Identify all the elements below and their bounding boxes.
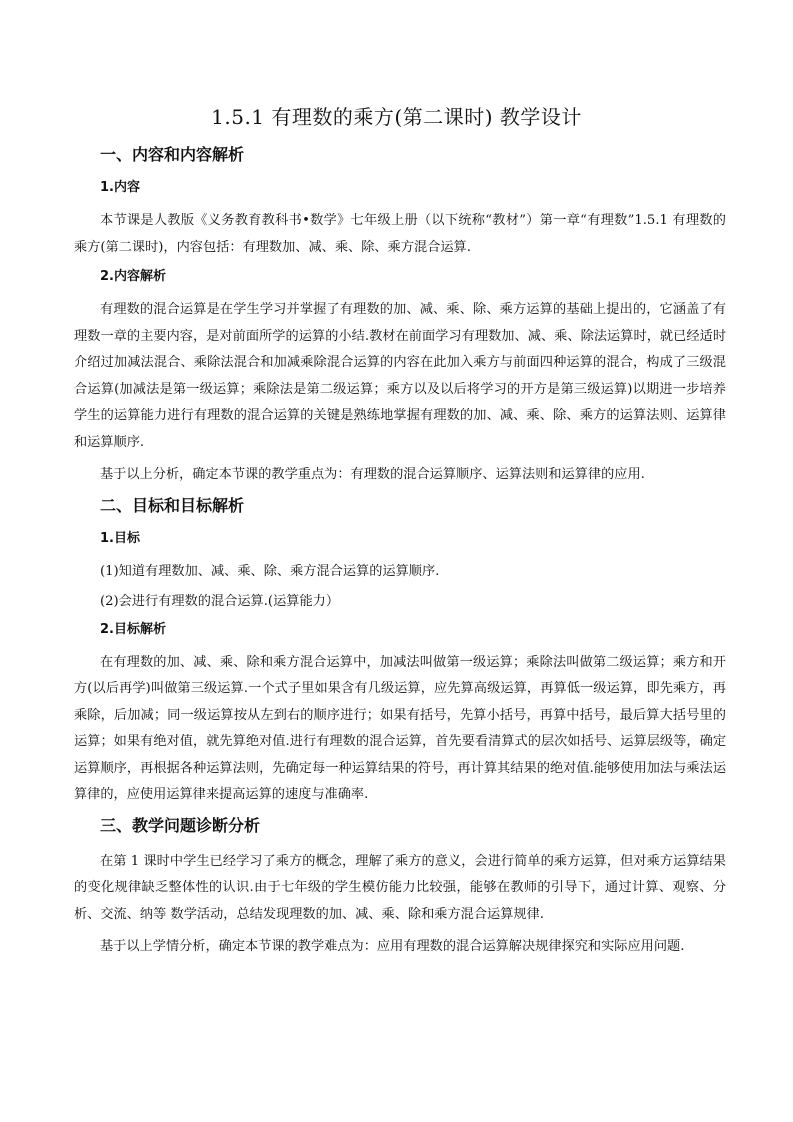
paragraph: 有理数的混合运算是在学生学习并掌握了有理数的加、减、乘、除、乘方运算的基础上提出的，它涵盖了有理数一章的主要内容，是对前面所学的运算的小结.教材在前面学习有理数加、减、乘、除法运算时，就已经适时介绍过加减法混合、乘除法混合和加减乘除混合运算的内容在此加入乘方与前面四种运算的混合，构成了三级混合运算(加减法是第一级运算；乘除法是第二级运算；乘方以及以后将学习的开方是第三级运算)以期进一步培养学生的运算能力进行有理数的混合运算的关键是熟练地掌握有理数的加、减、乘、除、乘方的运算法则、运算律和运算顺序.: [74, 302, 726, 450]
goal-item: (2)会进行有理数的混合运算.(运算能力）: [100, 594, 340, 609]
paragraph: 在有理数的加、减、乘、除和乘方混合运算中，加减法叫做第一级运算；乘除法叫做第二级运算；乘方和开方(以后再学)叫做第三级运算.一个式子里如果含有几级运算，应先算高级运算，再算低一级运算，即先乘方，再乘除，后加减；同一级运算按从左到右的顺序进行；如果有括号，先算小括号，再算中括号，最后算大括号里的运算；如果有绝对值，就先算绝对值.进行有理数的混合运算，首先要看清算式的层次如括号、运算层级等，确定运算顺序，再根据各种运算法则，先确定每一种运算结果的符号，再计算其结果的绝对值.能够使用加法与乘法运算律的，应使用运算律来提高运算的速度与准确率.: [74, 654, 726, 802]
paragraph: 本节课是人教版《义务教育教科书•数学》七年级上册（以下统称“教材”）第一章“有理数”1.5.1 有理数的乘方(第二课时)，内容包括：有理数加、减、乘、除、乘方混合运算.: [74, 213, 726, 255]
document-title: 1.5.1 有理数的乘方(第二课时) 教学设计: [211, 105, 582, 129]
subsection-heading: 2.目标解析: [100, 621, 166, 637]
subsection-heading: 1.目标: [100, 530, 140, 546]
subsection-heading: 2.内容解析: [100, 269, 166, 284]
subsection-heading: 1.内容: [100, 180, 140, 195]
section-content-analysis: [74, 144, 726, 489]
document-body: [74, 144, 726, 967]
section-heading: 二、目标和目标解析: [100, 495, 245, 515]
paragraph: 基于以上分析，确定本节课的教学重点为：有理数的混合运算顺序、运算法则和运算律的应用.: [100, 467, 645, 482]
section-goals-analysis: [74, 495, 726, 809]
paragraph: 在第 1 课时中学生已经学习了乘方的概念，理解了乘方的意义，会进行简单的乘方运算，但对乘方运算结果的变化规律缺乏整体性的认识.由于七年级的学生模仿能力比较强，能够在教师的引导下，通过计算、观察、分析、交流、纳等 数学活动，总结发现理数的加、减、乘、除和乘方混合运算规律.: [74, 853, 726, 922]
section-teaching-problem-diagnosis: [74, 815, 726, 961]
goal-item: (1)知道有理数加、减、乘、除、乘方混合运算的运算顺序.: [100, 563, 440, 579]
paragraph: 基于以上学情分析，确定本节课的教学难点为：应用有理数的混合运算解决规律探究和实际应用问题.: [100, 939, 685, 954]
section-heading: 一、内容和内容解析: [100, 145, 245, 164]
section-heading: 三、教学问题诊断分析: [100, 815, 261, 835]
